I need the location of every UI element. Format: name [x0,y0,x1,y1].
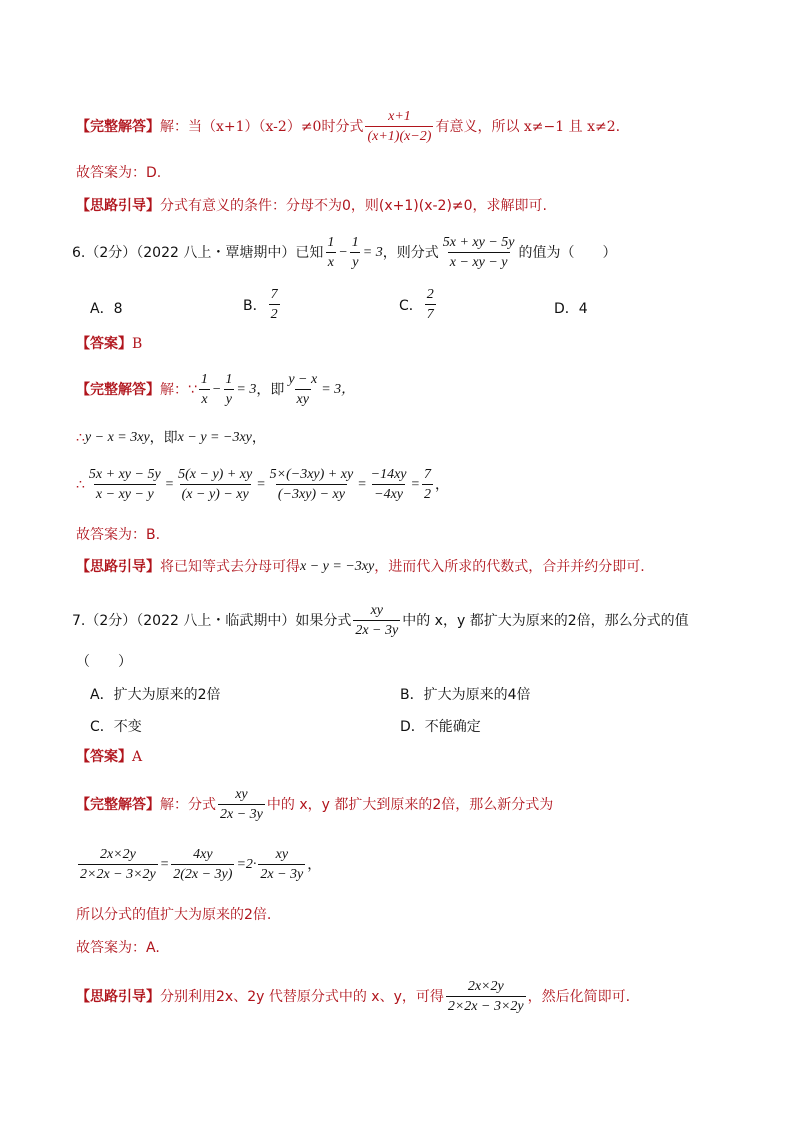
solution-text: 有意义，所以 x≠−1 且 x≠2. [435,118,621,135]
option-d: D．不能确定 [400,719,481,735]
solution-text: 解：当（x+1）（x-2）≠0时分式 [160,118,364,135]
fraction: $\frac{xy}{2x - 3y}$ [220,787,263,822]
solution-tag: 【完整解答】 [76,381,160,398]
answer-tag: 【答案】 [76,336,132,352]
solution-tag: 【完整解答】 [76,796,160,813]
fraction: $\frac{5\times(-3xy) + xy}{(-3xy) - xy}$ [269,467,354,502]
option-d: D．4 [554,301,588,317]
question-text: ，则分式 [382,244,439,261]
item7-solution: 【完整解答】 解：分式 $\frac{xy}{2x - 3y}$ 中的 x，y 都扩大到原来的2倍，那么新分式为 [76,787,554,822]
fraction: $\frac{5x + xy - 5y}{x - xy - y}$ [442,235,515,270]
hint-tag: 【思路引导】 [76,559,160,575]
option-c: C．不变 [90,719,142,735]
answer-value: A [132,749,143,765]
fraction: $\frac{2x\times 2y}{2\times 2x - 3\times 2y}$ [80,847,156,882]
equation-part: = 3 [362,244,383,260]
fraction: $\frac{x+1}{(x+1)(x-2)}$ [367,109,432,144]
answer-row [76,747,142,767]
item5-solution [76,108,620,145]
answer-line: 故答案为：B. [76,527,161,543]
fraction: $\frac{1}{x}$ [200,372,208,407]
hint-text: 分式有意义的条件：分母不为0，则(x+1)(x-2)≠0，求解即可. [160,198,548,214]
fraction: $\frac{xy}{2x - 3y}$ [260,847,304,882]
solution-tag: 【完整解答】 [76,118,160,135]
item5-hint [76,196,547,216]
option-c: C． $\frac{2}{7}$ [399,287,434,322]
fraction: $\frac{1}{x}$ [327,235,335,270]
fraction: $\frac{7}{2}$ [423,467,431,502]
option-b: B． $\frac{7}{2}$ [243,287,278,322]
fraction: $\frac{2}{7}$ [426,287,434,322]
fraction: $\frac{7}{2}$ [270,287,278,322]
option-a: A．扩大为原来的2倍 [90,687,221,703]
item6-hint: 【思路引导】 将已知等式去分母可得 x − y = −3xy ，进而代入所求的代数式，合并并约分即可. [76,559,645,575]
answer-row [76,334,142,354]
conclusion: 所以分式的值扩大为原来的2倍. [76,907,272,923]
hint-tag: 【思路引导】 [76,988,160,1005]
fraction: $\frac{4xy}{2(2x - 3y)}$ [173,847,233,882]
fraction: $\frac{y - x}{xy}$ [288,372,318,407]
question-7 [72,602,689,639]
question-prefix: 7.（2分）（2022 八上・临武期中）如果分式 [72,612,352,629]
fraction: $\frac{-14xy}{-4xy}$ [370,467,407,502]
question-prefix: 6.（2分）（2022 八上・覃塘期中）已知 [72,244,324,261]
fraction: $\frac{1}{y}$ [351,235,359,270]
hint-tag: 【思路引导】 [76,198,160,214]
item6-solution: 【完整解答】 解：∵ $\frac{1}{x}$ − $\frac{1}{y}$ = 3 ，即 $\frac{y - x}{xy}$ = 3， [76,372,356,407]
answer-line: 故答案为：A. [76,940,160,956]
solution-step: $\frac{2x\times 2y}{2\times 2x - 3\times 2y}$ = $\frac{4xy}{2(2x - 3y)}$ =2· $\frac{xy}{2x - 3y}$ ， [80,847,322,882]
question-suffix: 的值为（ ） [518,244,617,261]
question-suffix: 中的 x，y 都扩大为原来的2倍，那么分式的值 [402,612,689,629]
fraction: $\frac{xy}{2x - 3y}$ [355,603,399,638]
solution-step: ∴ $\frac{5x + xy - 5y}{x - xy - y}$ = $\frac{5(x - y) + xy}{(x - y) - xy}$ = $\frac{5\times(-3xy) + xy}{(-3xy) - xy}$ = $\frac{-14xy}{-4xy}$ = $\frac{7}{2}$ ， [76,467,449,502]
option-a: A．8 [90,301,123,317]
option-b: B．扩大为原来的4倍 [400,687,531,703]
question-6 [72,234,617,271]
item7-hint: 【思路引导】 分别利用2x、2y 代替原分式中的 x、y，可得 $\frac{2x\times 2y}{2\times 2x - 3\times 2y}$ ，然后化简即可. [76,979,631,1014]
answer-paren: （ ） [76,654,132,670]
operator: − [338,244,348,260]
answer-line: 故答案为：D. [76,165,162,181]
fraction: $\frac{2x\times 2y}{2\times 2x - 3\times 2y}$ [447,979,524,1014]
fraction: $\frac{5(x - y) + xy}{(x - y) - xy}$ [178,467,253,502]
fraction: $\frac{5x + xy - 5y}{x - xy - y}$ [88,467,161,502]
answer-value: B [132,336,143,352]
answer-tag: 【答案】 [76,749,132,765]
fraction: $\frac{1}{y}$ [225,372,233,407]
solution-step: ∴ y − x = 3xy ，即 x − y = −3xy ， [76,430,266,446]
